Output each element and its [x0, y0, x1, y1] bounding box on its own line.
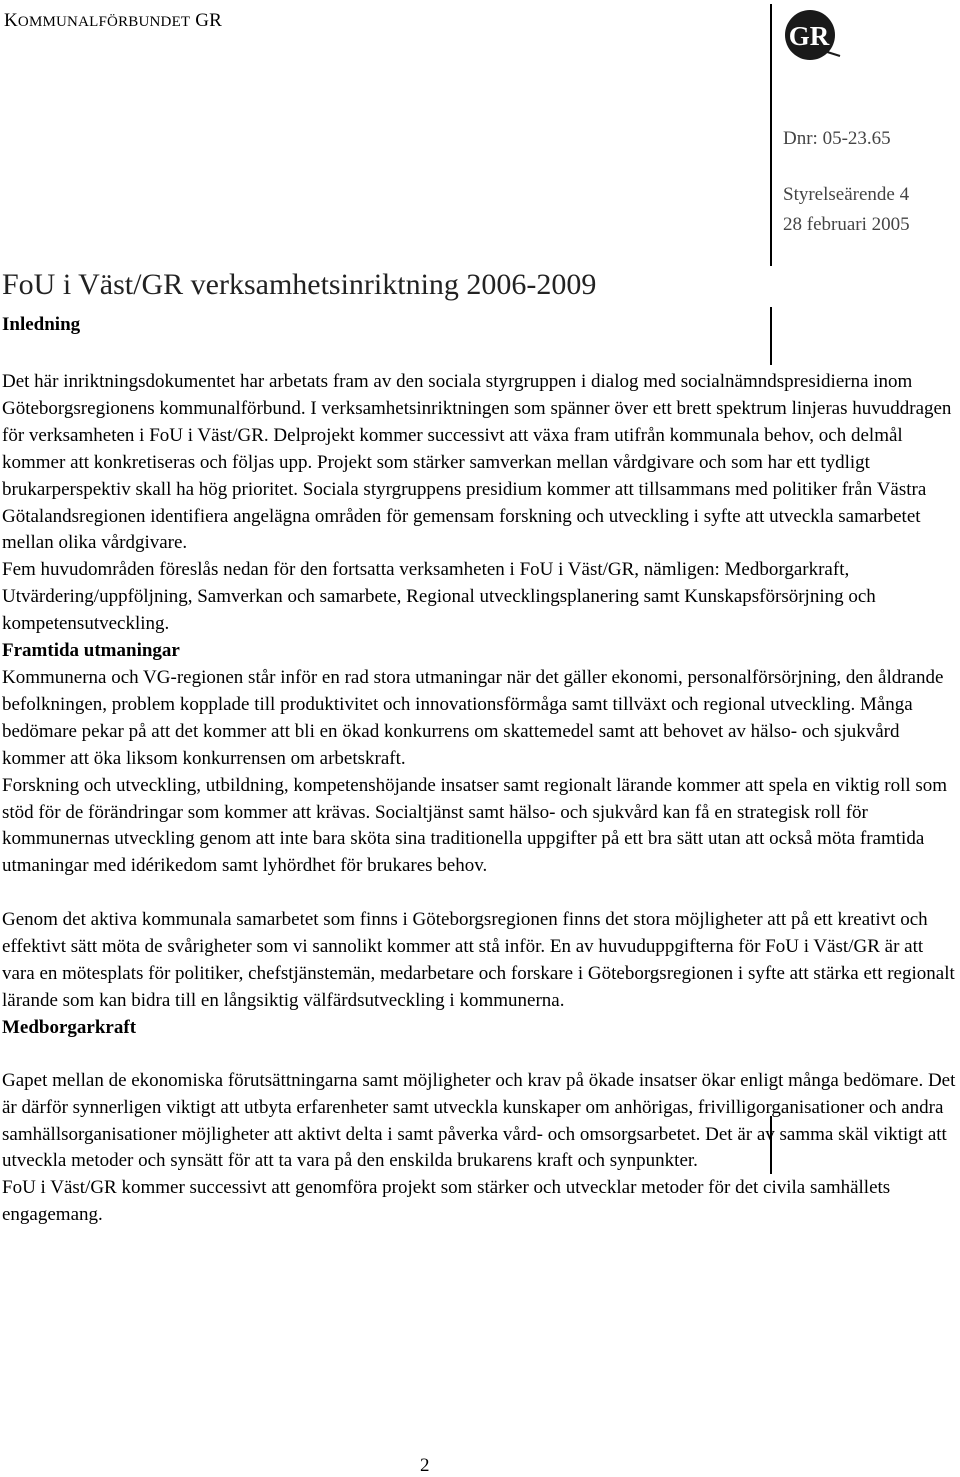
margin-change-bar-1 [770, 307, 772, 365]
paragraph-framtida-1: Kommunerna och VG-regionen står inför en rad stora utmaningar när det gäller ekonomi, personalförsörjning, den åldrande befolkningen, problem kopplade till produktivitet och innovationsförmåga samt tillväxt och regional utveckling. Många bedömare pekar på att det kommer att bli en ökad konkurrens om skattemedel samt att behovet av hälso- och sjukvård kommer att öka liksom konkurrensen om arbetskraft. [2, 666, 944, 769]
logo-text: GR [788, 21, 830, 51]
paragraph-inledning-2: Fem huvudområden föreslås nedan för den fortsatta verksamheten i FoU i Väst/GR, nämligen: Medborgarkraft, Utvärdering/uppföljning, Samverkan och samarbete, Regional utvecklingsplanering samt Kunskapsförsörjning och kompetensutveckling. [2, 559, 876, 635]
paragraph-framtida-3: Genom det aktiva kommunala samarbetet som finns i Göteborgsregionen finns det stora möjligheter att på ett kreativt och effektivt sätt möta de svårigheter som vi sannolikt kommer att stå inför. En av huvuduppgifterna för FoU i Väst/GR är att vara en mötesplats för politiker, chefstjänstemän, medarbetare och forskare i Göteborgsregionen i syfte att stärka ett regionalt lärande som kan bidra till en långsiktig välfärdsutveckling i kommunerna. [2, 909, 955, 1011]
document-date: 28 februari 2005 [783, 214, 910, 235]
diary-number: Dnr: 05-23.65 [783, 128, 891, 149]
document-body [2, 369, 957, 1229]
heading-framtida-utmaningar: Framtida utmaningar [2, 640, 180, 662]
gr-logo-icon [784, 7, 844, 63]
organization-name [4, 10, 222, 32]
org-name-suffix: GR [195, 10, 223, 31]
paragraph-inledning-1: Det här inriktningsdokumentet har arbetats fram av den sociala styrgruppen i dialog med socialnämndspresidierna inom Göteborgsregionens kommunalförbund. I verksamhetsinriktningen som spänner över ett brett spektrum linjeras huvuddragen för verksamheten i FoU i Väst/GR. Delprojekt kommer successivt att växa fram utifrån kommunala behov, och delmål kommer att konkretiseras och följas upp. Projekt som stärker samverkan mellan vårdgivare och som har ett tydligt brukarperspektiv skall ha hög prioritet. Sociala styrgruppens presidium kommer att tillsammans med politiker från Västra Götalandsregionen identifiera angelägna områden för gemensam forskning och utveckling i syfte att utveckla samarbetet mellan olika vårdgivare. [2, 371, 952, 554]
paragraph-framtida-2: Forskning och utveckling, utbildning, kompetenshöjande insatser samt regionalt lärande kommer att spela en viktig roll som stöd för de förändringar som kommer att krävas. Socialtjänst samt hälso- och sjukvård kan få en strategisk roll för kommunernas utveckling genom att inte bara sköta sina traditionella uppgifter på ett bra sätt utan att också möta framtida utmaningar med idérikedom samt lyhördhet för brukares behov. [2, 774, 948, 877]
paragraph-medborgarkraft-2: FoU i Väst/GR kommer successivt att genomföra projekt som stärker och utvecklar metoder för det civila samhällets engagemang. [2, 1177, 891, 1226]
document-title: FoU i Väst/GR verksamhetsinriktning 2006-2009 [2, 268, 597, 301]
paragraph-spacer [2, 1042, 957, 1068]
heading-inledning: Inledning [2, 314, 81, 335]
page-number: 2 [420, 1455, 430, 1476]
board-case-number: Styrelseärende 4 [783, 184, 910, 205]
heading-medborgarkraft: Medborgarkraft [2, 1016, 137, 1038]
org-name-rest: OMMUNALFÖRBUNDET [17, 14, 191, 30]
paragraph-medborgarkraft-1: Gapet mellan de ekonomiska förutsättningarna samt möjligheter och krav på ökade insatser ökar enligt många bedömare. Det är därför synnerligen viktigt att utbyta erfarenheter samt utveckla kunskaper om anhörigas, frivilligorganisationer och andra samhällsorganisationer möjligheter att aktivt delta i samt påverka vård- och omsorgsarbetet. Det är av samma skäl viktigt att utveckla metoder och synsätt för att ta vara på den enskilda brukarens kraft och synpunkter. [2, 1069, 956, 1172]
margin-rule-top [770, 4, 772, 266]
org-name-initial: K [4, 10, 18, 31]
paragraph-spacer [2, 880, 957, 907]
